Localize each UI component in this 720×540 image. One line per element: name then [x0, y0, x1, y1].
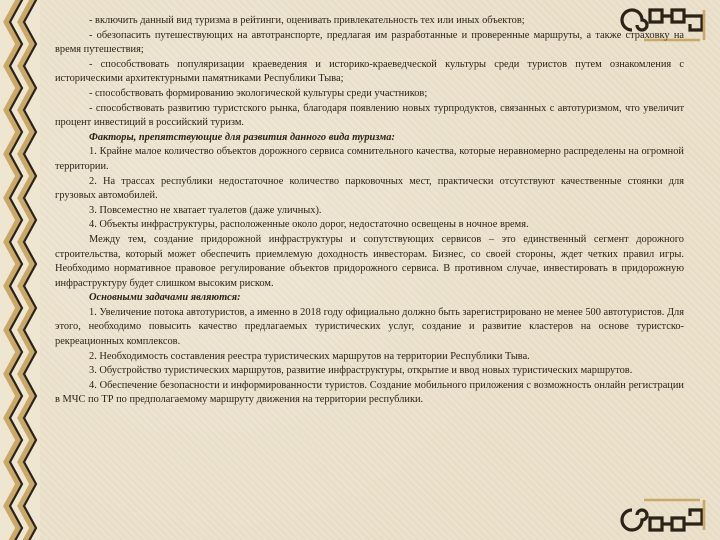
- section-heading: Основными задачами являются:: [89, 292, 241, 304]
- document-body: [55, 14, 684, 408]
- paragraph: 4. Обеспечение безопасности и информированности туристов. Создание мобильного приложения с возможность онлайн регистрации в МЧС по ТР по предполагаемому маршруту движения на территории республики.: [55, 379, 684, 406]
- paragraph: 3. Обустройство туристических маршрутов, развитие инфраструктуры, открытие и ввод новых туристических маршрутов.: [89, 365, 633, 377]
- paragraph: - способствовать формированию экологической культуры среди участников;: [89, 87, 428, 99]
- paragraph: 1. Крайне малое количество объектов дорожного сервиса сомнительного качества, которые неравномерно распределены на огромной территории.: [55, 146, 684, 172]
- paragraph: 1. Увеличение потока автотуристов, а именно в 2018 году официально должно быть зарегистрировано не менее 500 автотуристов. Для этого, необходимо повысить качество предлагаемых туристических услуг, создание и развитие кластеров на основе туристско-рекреационных комплексов.: [55, 306, 684, 348]
- ethnic-border-ornament-icon: [0, 0, 40, 540]
- paragraph: Между тем, создание придорожной инфраструктуры и сопутствующих сервисов – это единственный сегмент дорожного строительства, который может обеспечить приемлемую доходность инвесторам. Бизнес, со своей стороны, ждет четких правил игры. Необходимо нормативное правовое регулирование объектов придорожного сервиса. В противном случае, инвестировать в придорожную инфраструктуру будет слишком высоким риском.: [55, 233, 684, 289]
- paragraph: - способствовать развитию туристского рынка, благодаря появлению новых турпродуктов, связанных с автотуризмом, что увеличит процент инвестиций в российский туризм.: [55, 102, 684, 129]
- paragraph: 2. На трассах республики недостаточное количество парковочных мест, практически отсутствуют качественные стоянки для грузовых автомобилей.: [55, 175, 684, 202]
- paragraph: 2. Необходимость составления реестра туристических маршрутов на территории Республики Тыва.: [89, 350, 530, 362]
- paragraph: - включить данный вид туризма в рейтинги, оценивать привлекательность тех или иных объектов;: [89, 15, 525, 26]
- paragraph: 4. Объекты инфраструктуры, расположенные около дорог, недостаточно освещены в ночное время.: [89, 219, 529, 231]
- paragraph: - способствовать популяризации краеведения и историко-краеведческой культуры среди туристов путем ознакомления с историческими архитектурными памятниками Республики Тыва;: [55, 58, 684, 85]
- paragraph: - обезопасить путешествующих на автотранспорте, предлагая им разработанные и проверенные маршруты, а также страховку на время путешествия;: [55, 29, 684, 56]
- paragraph: 3. Повсеместно не хватает туалетов (даже уличных).: [89, 204, 322, 216]
- section-heading: Факторы, препятствующие для развития данного вида туризма:: [89, 131, 395, 143]
- corner-ornament-bottom-icon: [618, 490, 718, 540]
